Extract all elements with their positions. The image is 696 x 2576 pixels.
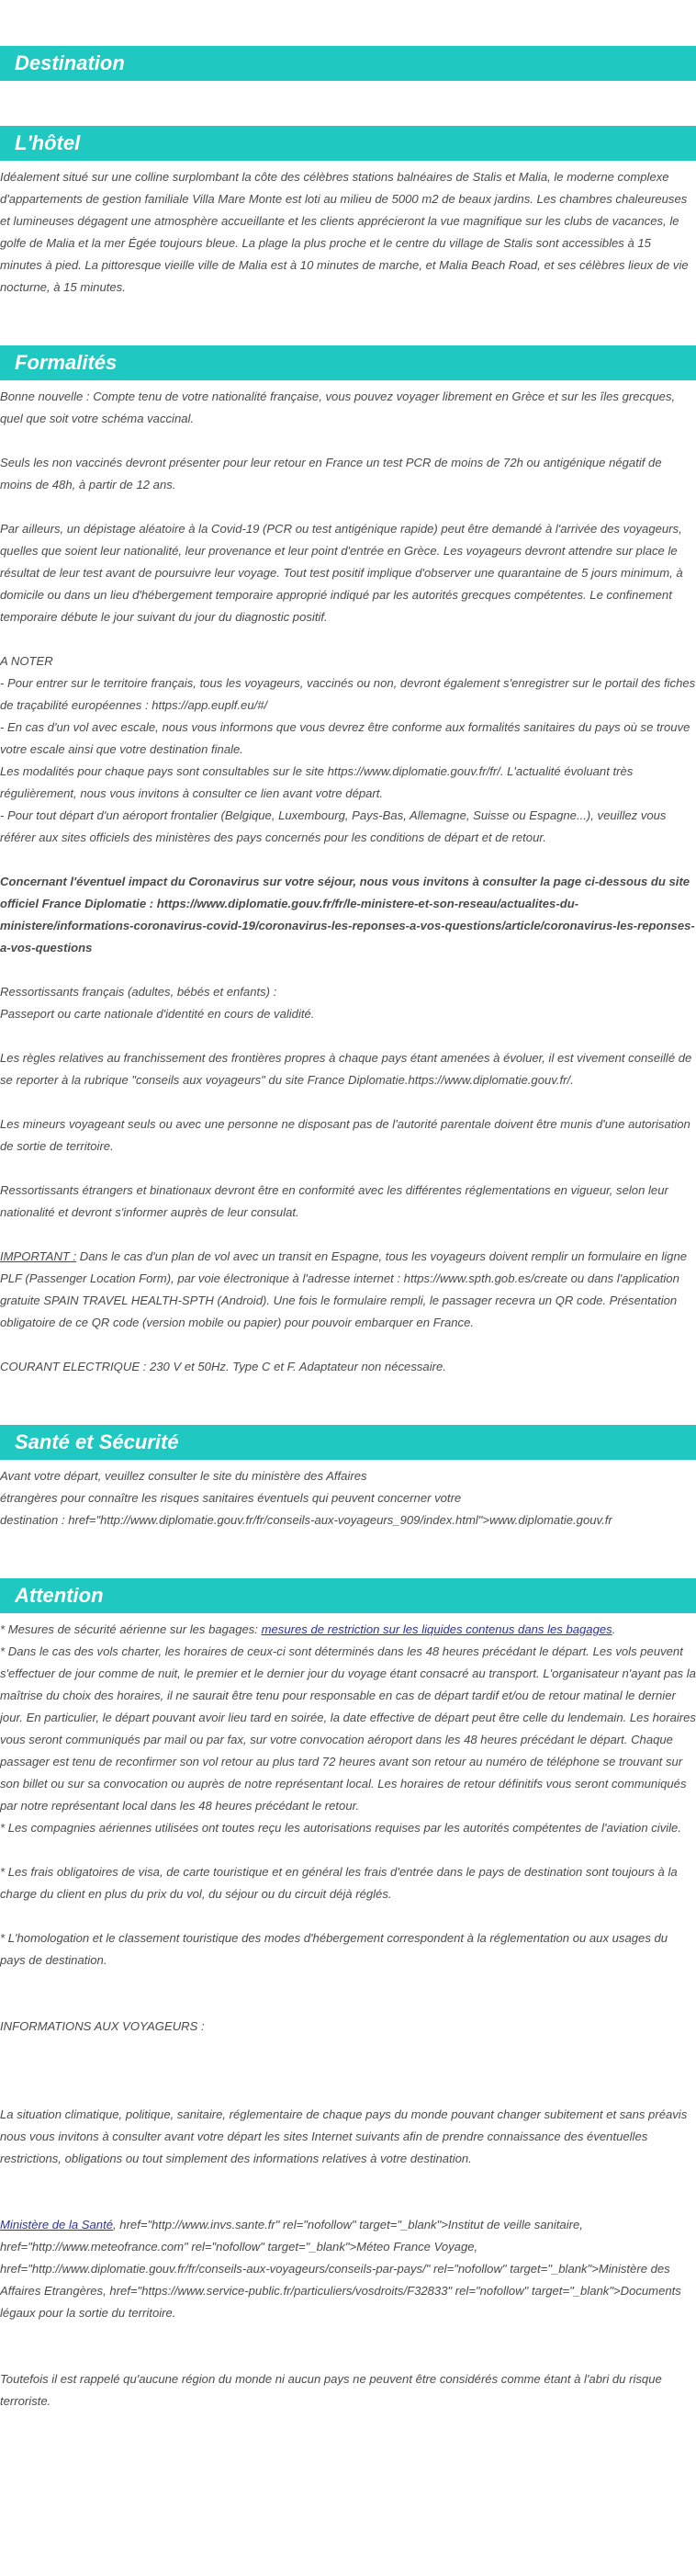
hotel-description: Idéalement situé sur une colline surplombant la côte des célèbres stations balnéaires de Stalis et Malia, le moderne complexe d'appartements de gestion familiale Villa Mare Monte est loti au milieu de 5000 m2 de beaux jardins. Les chambres chaleureuses et lumineuses dégagent une atmosphère accueillante et les clients apprécieront la vue magnifique sur les clubs de vacances, le golfe de Malia et la mer Égée toujours bleue. La plage la plus proche et le centre du village de Stalis sont accessibles à 15 minutes à pied. La pittoresque vieille ville de Malia est à 10 minutes de marche, et Malia Beach Road, et ses célèbres lieux de vie nocturne, à 15 minutes. (0, 170, 689, 294)
frais-obligatoires: * Les frais obligatoires de visa, de carte touristique et en général les frais d'entrée dans le pays de destination sont toujours à la charge du client en plus du prix du vol, du séjour ou du circuit déjà réglés. (0, 1865, 678, 1901)
courant-electrique: COURANT ELECTRIQUE : 230 V et 50Hz. Type C et F. Adaptateur non nécessaire. (0, 1360, 446, 1373)
important-label: IMPORTANT : (0, 1249, 77, 1263)
hotel-description-block (0, 161, 696, 299)
situation-line-1: La situation climatique, politique, sanitaire, réglementaire de chaque pays du monde pouvant changer subitement et sans préavis (0, 2107, 688, 2121)
mesures-prefix: * Mesures de sécurité aérienne sur les bagages: (0, 1622, 262, 1636)
regles-frontieres: Les règles relatives au franchissement des frontières propres à chaque pays étant amenées à évoluer, il est vivement conseillé de se reporter à la rubrique "conseils aux voyageurs" du site France Diplomatie.https://www.diplomatie.gouv.fr/. (0, 1051, 692, 1087)
liquides-restriction-link[interactable]: mesures de restriction sur les liquides contenus dans les bagages (261, 1622, 612, 1636)
mesures-suffix: . (612, 1622, 616, 1636)
destination-header: Destination (0, 46, 696, 81)
formalites-p3: Par ailleurs, un dépistage aléatoire à la Covid-19 (PCR ou test antigénique rapide) peut être demandé à l'arrivée des voyageurs, quelles que soient leur nationalité, leur provenance et leur point d'entrée en Grèce. Les voyageurs devront attendre sur place le résultat de leur test avant de poursuivre leur voyage. Tout test positif implique d'observer une quarantaine de 5 jours minimum, à domicile ou dans un lieu d'hébergement temporaire approprié indiqué par les autorités grecques compétentes. Le confinement temporaire débute le jour suivant du jour du diagnostic positif. (0, 522, 683, 624)
risque-terroriste: Toutefois il est rappelé qu'aucune région du monde ni aucun pays ne peuvent être considérés comme étant à l'abri du risque terroriste. (0, 2372, 662, 2408)
hotel-header: L'hôtel (0, 126, 696, 161)
important-text: Dans le cas d'un plan de vol avec un transit en Espagne, tous les voyageurs doivent remplir un formulaire en ligne PLF (Passenger Location Form), par voie électronique à l'adresse internet : https://www.spth.gob.es/create ou dans l'application gratuite SPAIN TRAVEL HEALTH-SPTH (Android). Une fois le formulaire rempli, le passager recevra un QR code. Présentation obligatoire de ce QR code (version mobile ou papier) pour pouvoir embarquer en France. (0, 1249, 688, 1329)
sante-line-2: étrangères pour connaître les risques sanitaires éventuels qui peuvent concerner votre (0, 1491, 462, 1505)
formalites-content (0, 380, 696, 1378)
compagnies-aeriennes: * Les compagnies aériennes utilisées ont toutes reçu les autorisations requises par les autorités compétentes de l'aviation civile. (0, 1821, 681, 1835)
coronavirus-notice: Concernant l'éventuel impact du Coronavirus sur votre séjour, nous vous invitons à consulter la page ci-dessous du site officiel France Diplomatie : https://www.diplomatie.gouv.fr/fr/le-ministere-et-son-reseau/actualites-du-ministere/informations-coronavirus-covid-19/coronavirus-les-reponses-a-vos-questions/article/coronavirus-les-reponses-a-vos-questions (0, 875, 695, 955)
note-2: - En cas d'un vol avec escale, nous vous informons que vous devrez être conforme aux formalités sanitaires du pays où se trouve votre escale ainsi que votre destination finale. (0, 720, 690, 756)
etrangers-notice: Ressortissants étrangers et binationaux devront être en conformité avec les différentes réglementations en vigueur, selon leur nationalité et devront s'informer auprès de leur consulat. (0, 1183, 668, 1219)
ressortissants-title: Ressortissants français (adultes, bébés et enfants) : (0, 985, 277, 999)
homologation: * L'homologation et le classement touristique des modes d'hébergement correspondent à la réglementation ou aux usages du pays de destination. (0, 1931, 668, 1967)
informations-voyageurs-title: INFORMATIONS AUX VOYAGEURS : (0, 2019, 205, 2033)
formalites-header: Formalités (0, 345, 696, 380)
formalites-p1: Bonne nouvelle : Compte tenu de votre nationalité française, vous pouvez voyager librement en Grèce et sur les îles grecques, quel que soit votre schéma vaccinal. (0, 390, 676, 425)
situation-line-2: nous vous invitons à consulter avant votre départ les sites Internet suivants afin de prendre connaissance des éventuelles restrictions, obligations ou tout simplement des informations relatives à votre destination. (0, 2130, 648, 2165)
note-3: Les modalités pour chaque pays sont consultables sur le site https://www.diplomatie.gouv.fr/fr/. L'actualité évoluant très régulièrement, nous vous invitons à consulter ce lien avant votre départ. (0, 764, 634, 800)
note-4: - Pour tout départ d'un aéroport frontalier (Belgique, Luxembourg, Pays-Bas, Allemagne, Suisse ou Espagne...), veuillez vous référer aux sites officiels des ministères des pays concernés pour les conditions de départ et de retour. (0, 808, 667, 844)
important-notice (0, 1246, 696, 1334)
attention-header: Attention (0, 1578, 696, 1613)
attention-content (0, 1613, 696, 2412)
ministere-links-rest: , href="http://www.invs.sante.fr" rel="nofollow" target="_blank">Institut de veille sanitaire, href="http://www.meteofrance.com" rel="nofollow" target="_blank">Méteo France Voyage, href="http://www.diplomatie.gouv.fr/fr/conseils-aux-voyageurs/conseils-par-pays/" rel="nofollow" target="_blank">Ministère des Affaires Etrangères, href="https://www.service-public.fr/particuliers/vosdroits/F32833" rel="nofollow" target="_blank">Documents légaux pour la sortie du territoire. (0, 2218, 681, 2320)
destination-section (0, 0, 696, 81)
ministere-links (0, 2214, 696, 2324)
mesures-securite (0, 1619, 696, 1641)
hotel-section (0, 81, 696, 299)
vols-charter: * Dans le cas des vols charter, les horaires de ceux-ci sont déterminés dans les 48 heures précédant le départ. Les vols peuvent s'effectuer de jour comme de nuit, le premier et le dernier jour du voyage étant consacré au transport. L'organisateur n'ayant pas la maîtrise du choix des horaires, il ne saurait être tenu pour responsable en cas de départ tardif et/ou de retour matinal le dernier jour. En particulier, le départ pouvant avoir lieu tard en soirée, la date effective de départ peut être celle du lendemain. Les horaires vous seront communiqués par mail ou par fax, sur votre convocation aéroport dans les 48 heures précédant le départ. Chaque passager est tenu de reconfirmer son vol retour au plus tard 72 heures avant son retour au numéro de téléphone se trouvant sur son billet ou sur sa convocation ou auprès de notre représentant local. Les horaires de retour définitifs vous seront communiqués par notre représentant local dans les 48 heures précédant le retour. (0, 1644, 696, 1813)
note-title: A NOTER (0, 654, 53, 668)
sante-content (0, 1460, 696, 1531)
sante-line-3: destination : href="http://www.diplomatie.gouv.fr/fr/conseils-aux-voyageurs_909/index.html">www.diplomatie.gouv.fr (0, 1513, 612, 1527)
ressortissants-docs: Passeport ou carte nationale d'identité en cours de validité. (0, 1007, 315, 1021)
ministere-sante-link[interactable]: Ministère de la Santé (0, 2218, 114, 2231)
sante-section (0, 1378, 696, 1531)
formalites-p2: Seuls les non vaccinés devront présenter pour leur retour en France un test PCR de moins de 72h ou antigénique négatif de moins de 48h, à partir de 12 ans. (0, 456, 662, 491)
note-1: - Pour entrer sur le territoire français, tous les voyageurs, vaccinés ou non, devront également s'enregistrer sur le portail des fiches de traçabilité européennes : https://app.euplf.eu/#/ (0, 676, 696, 712)
sante-line-1: Avant votre départ, veuillez consulter le site du ministère des Affaires (0, 1469, 367, 1483)
sante-header: Santé et Sécurité (0, 1425, 696, 1460)
attention-section (0, 1531, 696, 2412)
mineurs-notice: Les mineurs voyageant seuls ou avec une personne ne disposant pas de l'autorité parentale doivent être munis d'une autorisation de sortie de territoire. (0, 1117, 690, 1153)
formalites-section (0, 299, 696, 1378)
